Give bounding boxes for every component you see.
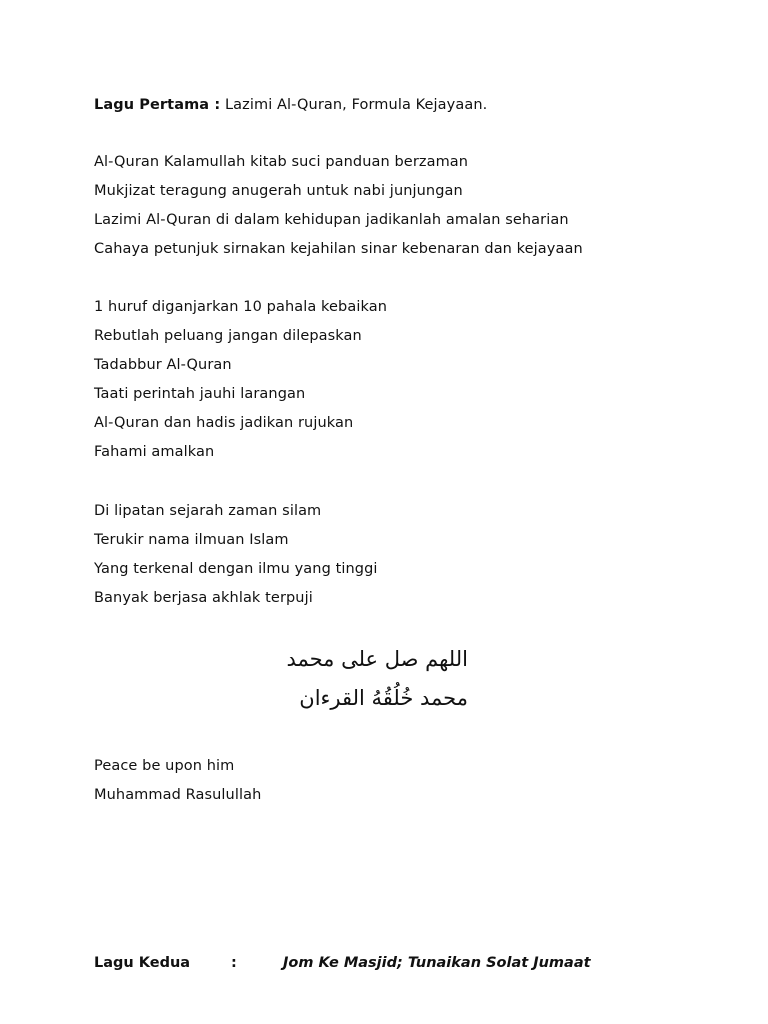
song-label: Lagu Pertama : xyxy=(94,97,221,113)
lyric-line: Mukjizat teragung anugerah untuk nabi junjungan xyxy=(94,183,463,199)
lyric-line: Banyak berjasa akhlak terpuji xyxy=(94,590,313,606)
second-song-colon: : xyxy=(231,955,237,971)
lyric-line: Di lipatan sejarah zaman silam xyxy=(94,503,322,519)
lyric-line: Tadabbur Al-Quran xyxy=(94,357,232,373)
lyric-line: Cahaya petunjuk sirnakan kejahilan sinar kebenaran dan kejayaan xyxy=(94,241,583,257)
lyric-line: Lazimi Al-Quran di dalam kehidupan jadikanlah amalan seharian xyxy=(94,212,569,228)
second-song-label: Lagu Kedua xyxy=(94,955,191,971)
song-title-line xyxy=(94,96,487,114)
lyric-line: 1 huruf diganjarkan 10 pahala kebaikan xyxy=(94,299,387,315)
lyric-line: Al-Quran Kalamullah kitab suci panduan berzaman xyxy=(94,154,469,170)
song-title: Lazimi Al-Quran, Formula Kejayaan. xyxy=(224,97,488,113)
arabic-line: محمد خُلُقُهُ القرءان xyxy=(299,686,468,710)
arabic-line: اللهم صل على محمد xyxy=(286,647,468,671)
lyric-line: Terukir nama ilmuan Islam xyxy=(94,532,289,548)
lyric-line: Yang terkenal dengan ilmu yang tinggi xyxy=(94,561,378,577)
lyric-line: Peace be upon him xyxy=(94,758,235,774)
lyric-line: Rebutlah peluang jangan dilepaskan xyxy=(94,328,362,344)
second-song-title: Jom Ke Masjid; Tunaikan Solat Jumaat xyxy=(283,955,591,971)
lyric-line: Fahami amalkan xyxy=(94,444,215,460)
lyric-line: Muhammad Rasulullah xyxy=(94,787,262,803)
lyric-line: Taati perintah jauhi larangan xyxy=(94,386,306,402)
lyric-line: Al-Quran dan hadis jadikan rujukan xyxy=(94,415,354,431)
